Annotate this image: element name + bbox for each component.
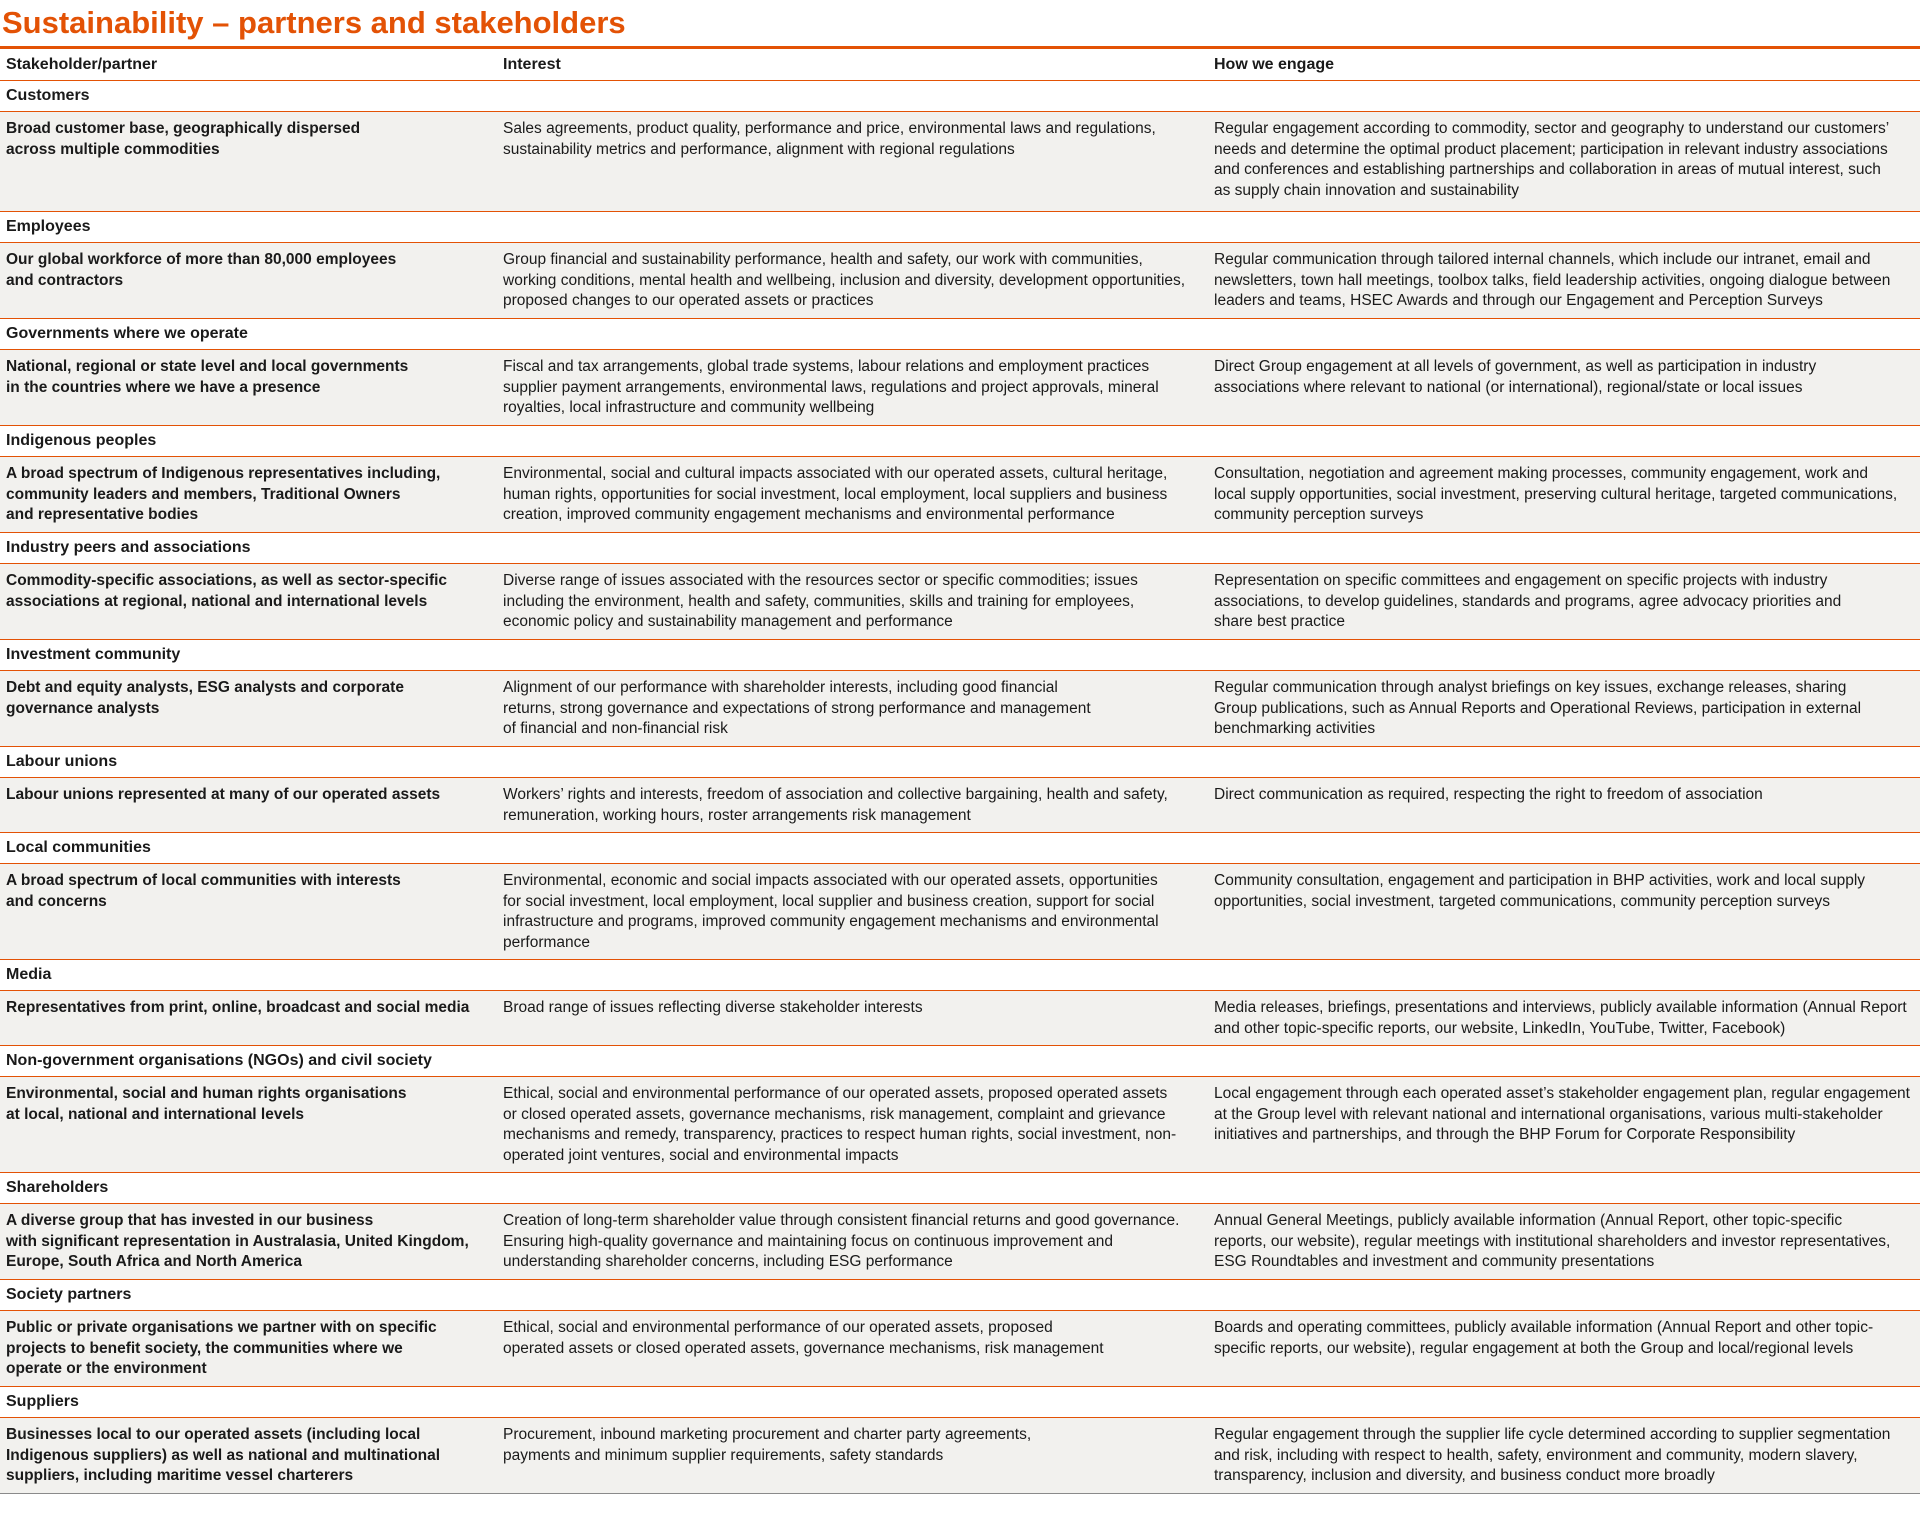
engage-cell: Consultation, negotiation and agreement making processes, community engagement, work and local supply opportunities, social investment, preserving cultural heritage, targeted communications, community perception surveys bbox=[1214, 465, 1898, 523]
column-header-interest: Interest bbox=[503, 55, 561, 73]
table-section bbox=[0, 960, 1920, 1046]
table-row bbox=[0, 1418, 1920, 1494]
stakeholder-cell: A diverse group that has invested in our business with significant representation in Australasia, United Kingdom, Europe, South Africa and North America bbox=[6, 1212, 469, 1270]
table-section bbox=[0, 1387, 1920, 1494]
table-section bbox=[0, 533, 1920, 640]
category-heading: Labour unions bbox=[0, 747, 1920, 778]
table-row bbox=[0, 457, 1920, 533]
stakeholder-cell: National, regional or state level and local governments in the countries where we have a presence bbox=[6, 358, 409, 396]
engage-cell: Regular communication through analyst briefings on key issues, exchange releases, sharing Group publications, such as Annual Reports and Operational Reviews, participation in external benchmarking activities bbox=[1214, 679, 1862, 737]
table-row bbox=[0, 1077, 1920, 1173]
interest-cell: Alignment of our performance with shareholder interests, including good financial returns, strong governance and expectations of strong performance and management of financial and non-financial risk bbox=[503, 679, 1091, 737]
engage-cell: Direct Group engagement at all levels of government, as well as participation in industry associations where relevant to national (or international), regional/state or local issues bbox=[1214, 358, 1817, 396]
engage-cell: Local engagement through each operated asset’s stakeholder engagement plan, regular engagement at the Group level with relevant national and international organisations, various multi-stakeholder initiatives and partnerships, and through the BHP Forum for Corporate Responsibility bbox=[1214, 1085, 1910, 1143]
stakeholder-cell: Public or private organisations we partner with on specific projects to benefit society, the communities where we operate or the environment bbox=[6, 1319, 437, 1377]
table-row bbox=[0, 112, 1920, 212]
table-row bbox=[0, 564, 1920, 640]
table-row bbox=[0, 778, 1920, 833]
category-heading: Media bbox=[0, 960, 1920, 991]
engage-cell: Boards and operating committees, publicly available information (Annual Report and other topic- specific reports, our website), regular engagement at both the Group and local/regional levels bbox=[1214, 1319, 1874, 1357]
engage-cell: Regular communication through tailored internal channels, which include our intranet, email and newsletters, town hall meetings, toolbox talks, field leadership activities, ongoing dialogue between leaders and teams, HSEC Awards and through our Engagement and Perception Surveys bbox=[1214, 251, 1891, 309]
stakeholder-cell: Environmental, social and human rights organisations at local, national and international levels bbox=[6, 1085, 407, 1123]
interest-cell: Workers’ rights and interests, freedom of association and collective bargaining, health and safety, remuneration, working hours, roster arrangements risk management bbox=[503, 786, 1168, 824]
stakeholder-cell: A broad spectrum of local communities with interests and concerns bbox=[6, 872, 401, 910]
engage-cell: Annual General Meetings, publicly available information (Annual Report, other topic-specific reports, our website), regular meetings with institutional shareholders and investor representatives, ESG Roundtables and investment and community presentations bbox=[1214, 1212, 1891, 1270]
category-heading: Non-government organisations (NGOs) and civil society bbox=[0, 1046, 1920, 1077]
category-heading: Investment community bbox=[0, 640, 1920, 671]
column-header-engage: How we engage bbox=[1214, 55, 1335, 73]
interest-cell: Ethical, social and environmental performance of our operated assets, proposed operated assets or closed operated assets, governance mechanisms, risk management, complaint and grievance mechanisms and remedy, transparency, practices to respect human rights, social investment, non- operated joint ventures, social and environmental impacts bbox=[503, 1085, 1177, 1164]
category-heading: Governments where we operate bbox=[0, 319, 1920, 350]
engage-cell: Regular engagement according to commodity, sector and geography to understand our customers’ needs and determine the optimal product placement; participation in relevant industry associations and conferences and establishing partnerships and collaboration in areas of mutual interest, such as supply chain innovation and sustainability bbox=[1214, 120, 1890, 199]
table-section bbox=[0, 1173, 1920, 1280]
category-heading: Suppliers bbox=[0, 1387, 1920, 1418]
table-section bbox=[0, 1046, 1920, 1173]
interest-cell: Creation of long-term shareholder value through consistent financial returns and good governance. Ensuring high-quality governance and maintaining focus on continuous improvement and understanding shareholder concerns, including ESG performance bbox=[503, 1212, 1180, 1270]
interest-cell: Sales agreements, product quality, performance and price, environmental laws and regulations, sustainability metrics and performance, alignment with regional regulations bbox=[503, 120, 1156, 158]
interest-cell: Ethical, social and environmental performance of our operated assets, proposed operated assets or closed operated assets, governance mechanisms, risk management bbox=[503, 1319, 1104, 1357]
table-row bbox=[0, 864, 1920, 960]
interest-cell: Fiscal and tax arrangements, global trade systems, labour relations and employment practices supplier payment arrangements, environmental laws, regulations and project approvals, mineral royalties, local infrastructure and community wellbeing bbox=[503, 358, 1159, 416]
stakeholder-cell: Our global workforce of more than 80,000 employees and contractors bbox=[6, 251, 397, 289]
category-heading: Industry peers and associations bbox=[0, 533, 1920, 564]
stakeholder-cell: Representatives from print, online, broadcast and social media bbox=[6, 999, 470, 1016]
interest-cell: Group financial and sustainability performance, health and safety, our work with communities, working conditions, mental health and wellbeing, inclusion and diversity, development opportunities, proposed changes to our operated assets or practices bbox=[503, 251, 1186, 309]
category-heading: Shareholders bbox=[0, 1173, 1920, 1204]
engage-cell: Media releases, briefings, presentations and interviews, publicly available information (Annual Report and other topic-specific reports, our website, LinkedIn, YouTube, Twitter, Facebook) bbox=[1214, 999, 1907, 1037]
table-header bbox=[0, 49, 1920, 81]
stakeholder-cell: Broad customer base, geographically dispersed across multiple commodities bbox=[6, 120, 361, 158]
table-row bbox=[0, 991, 1920, 1046]
engage-cell: Community consultation, engagement and participation in BHP activities, work and local supply opportunities, social investment, targeted communications, community perception surveys bbox=[1214, 872, 1866, 910]
interest-cell: Broad range of issues reflecting diverse stakeholder interests bbox=[503, 999, 923, 1016]
stakeholder-cell: Commodity-specific associations, as well as sector-specific associations at regional, national and international levels bbox=[6, 572, 448, 610]
interest-cell: Environmental, economic and social impacts associated with our operated assets, opportunities for social investment, local employment, local supplier and business creation, support for social infrastructure and programs, improved community engagement mechanisms and environmental performance bbox=[503, 872, 1159, 951]
table-body bbox=[0, 81, 1920, 1494]
table-row bbox=[0, 1204, 1920, 1280]
category-heading: Employees bbox=[0, 212, 1920, 243]
category-heading: Society partners bbox=[0, 1280, 1920, 1311]
interest-cell: Environmental, social and cultural impacts associated with our operated assets, cultural heritage, human rights, opportunities for social investment, local employment, local suppliers and business creation, improved community engagement mechanisms and environmental performance bbox=[503, 465, 1168, 523]
table-section bbox=[0, 319, 1920, 426]
table-section bbox=[0, 747, 1920, 833]
engage-cell: Regular engagement through the supplier life cycle determined according to supplier segmentation and risk, including with respect to health, safety, environment and community, modern slavery, transparency, inclusion and diversity, and business conduct more broadly bbox=[1214, 1426, 1891, 1484]
category-heading: Local communities bbox=[0, 833, 1920, 864]
table-section bbox=[0, 640, 1920, 747]
column-header-stakeholder: Stakeholder/partner bbox=[6, 55, 158, 73]
table-section bbox=[0, 81, 1920, 212]
table-row bbox=[0, 1311, 1920, 1387]
table-section bbox=[0, 426, 1920, 533]
stakeholder-cell: Labour unions represented at many of our operated assets bbox=[6, 786, 441, 803]
category-heading: Customers bbox=[0, 81, 1920, 112]
interest-cell: Diverse range of issues associated with the resources sector or specific commodities; issues including the environment, health and safety, communities, skills and training for employees, economic policy and sustainability management and performance bbox=[503, 572, 1138, 630]
category-heading: Indigenous peoples bbox=[0, 426, 1920, 457]
engage-cell: Direct communication as required, respecting the right to freedom of association bbox=[1214, 786, 1763, 803]
engage-cell: Representation on specific committees and engagement on specific projects with industry associations, to develop guidelines, standards and programs, agree advocacy priorities and share best practice bbox=[1214, 572, 1842, 630]
stakeholder-cell: A broad spectrum of Indigenous representatives including, community leaders and members, Traditional Owners and representative bodies bbox=[6, 465, 441, 523]
stakeholder-cell: Debt and equity analysts, ESG analysts and corporate governance analysts bbox=[6, 679, 404, 717]
stakeholder-cell: Businesses local to our operated assets (including local Indigenous suppliers) as well as national and multinational suppliers, including maritime vessel charterers bbox=[6, 1426, 441, 1484]
table-section bbox=[0, 1280, 1920, 1387]
table-section bbox=[0, 833, 1920, 960]
table-row bbox=[0, 243, 1920, 319]
table-section bbox=[0, 212, 1920, 319]
table-row bbox=[0, 350, 1920, 426]
table-row bbox=[0, 671, 1920, 747]
page-title: Sustainability – partners and stakeholders bbox=[2, 5, 626, 40]
interest-cell: Procurement, inbound marketing procurement and charter party agreements, payments and minimum supplier requirements, safety standards bbox=[503, 1426, 1032, 1464]
